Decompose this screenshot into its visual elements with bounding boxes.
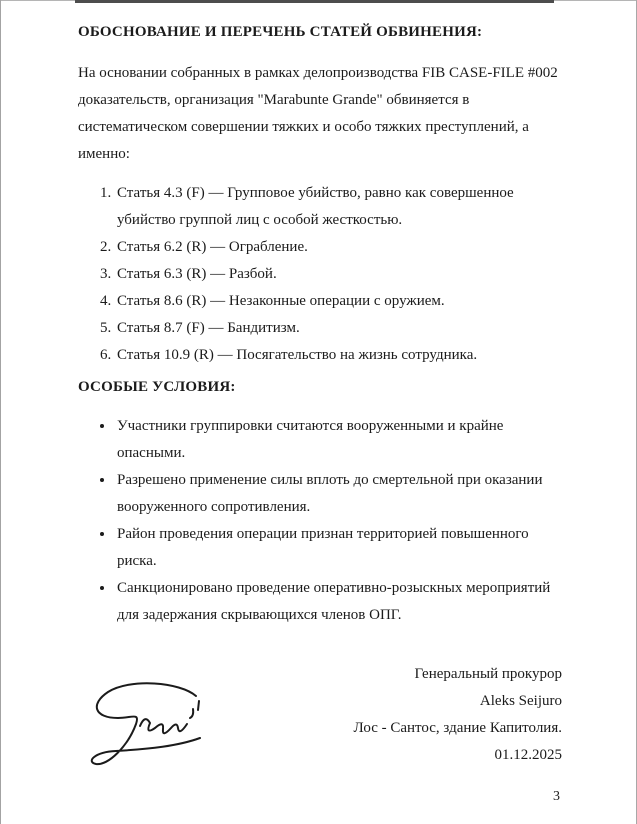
charge-item: 6. Статья 10.9 (R) — Посягательство на жизнь сотрудника.	[115, 342, 562, 369]
handwritten-signature-icon	[78, 680, 218, 780]
signatory-title: Генеральный прокурор	[414, 666, 562, 682]
charge-item: 5. Статья 8.7 (F) — Бандитизм.	[115, 315, 562, 342]
condition-item: • Участники группировки считаются вооруженными и крайне опасными.	[115, 413, 562, 467]
condition-item: • Разрешено применение силы вплоть до смертельной при оказании вооруженного сопротивления.	[115, 467, 562, 521]
page-number: 3	[553, 789, 560, 804]
condition-item: • Район проведения операции признан территорией повышенного риска.	[115, 521, 562, 575]
charge-item: 2. Статья 6.2 (R) — Ограбление.	[115, 234, 562, 261]
charges-list	[78, 180, 562, 369]
signature-date: 01.12.2025	[494, 747, 562, 763]
signatory-name: Aleks Seijuro	[479, 693, 562, 709]
page-top-rule	[75, 0, 554, 3]
conditions-section-heading: ОСОБЫЕ УСЛОВИЯ:	[78, 379, 236, 395]
signatory-location: Лос - Сантос, здание Капитолия.	[353, 720, 562, 736]
charges-section-heading: ОБОСНОВАНИЕ И ПЕРЕЧЕНЬ СТАТЕЙ ОБВИНЕНИЯ:	[78, 24, 483, 40]
document-body	[78, 22, 562, 769]
conditions-list	[78, 413, 562, 629]
page-left-edge	[0, 0, 1, 824]
charge-item: 4. Статья 8.6 (R) — Незаконные операции с оружием.	[115, 288, 562, 315]
charges-intro-paragraph: На основании собранных в рамках делопроизводства FIB CASE-FILE #002 доказательств, организация "Marabunte Grande" обвиняется в систематическом совершении тяжких и особо тяжких преступлений, а именно:	[78, 65, 558, 162]
charge-item: 1. Статья 4.3 (F) — Групповое убийство, равно как совершенное убийство группой лиц с особой жесткостью.	[115, 180, 562, 234]
condition-item: • Санкционировано проведение оперативно-розыскных мероприятий для задержания скрывающихся членов ОПГ.	[115, 575, 562, 629]
charge-item: 3. Статья 6.3 (R) — Разбой.	[115, 261, 562, 288]
